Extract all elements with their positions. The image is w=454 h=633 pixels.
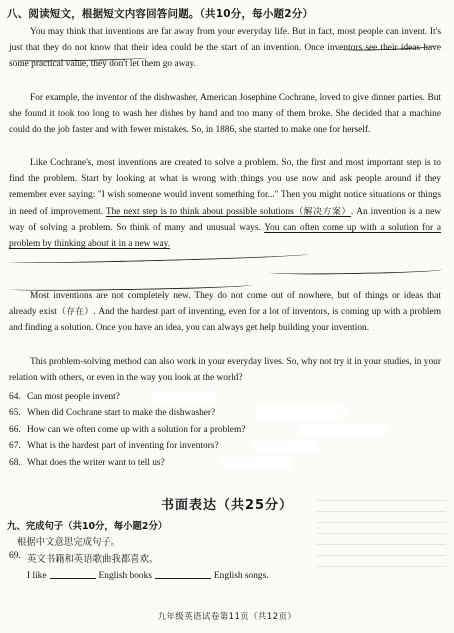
erased-area bbox=[254, 441, 318, 453]
question-69-fill-line bbox=[27, 569, 269, 581]
passage-paragraph-4 bbox=[9, 288, 441, 337]
question-number: 65. bbox=[9, 408, 21, 419]
question-number: 64. bbox=[9, 392, 21, 402]
answer-blank-2[interactable] bbox=[155, 569, 211, 579]
p1-text-b: But in fact, most people can invent. bbox=[292, 27, 428, 37]
question-text: When did Cochrane start to make the dishwasher? bbox=[27, 408, 216, 419]
page-footer: 九年级英语试卷第11页（共12页） bbox=[157, 611, 297, 621]
question-item bbox=[9, 405, 441, 421]
passage-paragraph-5: This problem-solving method can also work in your everyday lives. So, why not try it in your studies, in your relation with others, or even in the way you look at the world? bbox=[9, 357, 441, 384]
p3-text-a: Like Cochrane's, most inventions are created to solve a problem. So, the first and most important step is to find the problem. Start by looking at what is wrong with things you use now and ask people around if they remember ever saying: "I wish someone would invent something for..." Then you might notice situations or things in need of improvement. bbox=[9, 158, 441, 217]
writing-section-title: 书面表达（共25分） bbox=[160, 498, 294, 513]
fill-text-1: I like bbox=[27, 571, 47, 581]
p1-text-c: It's just that they do not know that their idea could be the start of an invention. Once inventors see their ideas have some practical value, they don't let them go away. bbox=[9, 27, 441, 70]
erased-area bbox=[152, 391, 216, 403]
question-number: 67. bbox=[9, 441, 21, 452]
question-text: What is the hardest part of inventing for inventors? bbox=[27, 441, 219, 452]
question-69-chinese: 英文书籍和英语歌曲我都喜欢。 bbox=[27, 554, 159, 565]
instruction-text: 根据中文意思完成句子。 bbox=[17, 537, 121, 548]
p4-text-b: . And the hardest part of inventing, even for a lot of inventors, is coming up with a problem and finding a solution. Once you have an idea, you can always get help building your invention. bbox=[9, 307, 441, 334]
question-text: Can most people invent? bbox=[27, 392, 120, 402]
section-title: 八、阅读短文，根据短文内容回答问题。（共10分，每小题2分） bbox=[7, 8, 314, 20]
p3-text-d: You can often come up with a solution for a problem by thinking about it in a new way. bbox=[9, 222, 441, 250]
p3-text-c: . An invention is a new way of solving a problem. So think of many and unusual ways. bbox=[9, 206, 441, 233]
erased-area bbox=[255, 405, 347, 419]
question-item bbox=[9, 438, 441, 454]
pencil-mark bbox=[9, 251, 309, 265]
passage-paragraph-2: For example, the inventor of the dishwasher, American Josephine Cochrane, loved to give dinner parties. But she found it took too long to wash her dishes by hand and too many of them broke. She decided that a machine could do the job faster and with fewer mistakes. So, in 1886, she started to make one for herself. bbox=[9, 93, 441, 136]
p1-text-a: You may think that inventions are far away from your everyday life. bbox=[30, 27, 292, 37]
erased-area bbox=[222, 457, 292, 469]
fill-text-2: English books bbox=[98, 571, 152, 581]
pencil-mark bbox=[270, 266, 442, 275]
question-text: What does the writer want to tell us? bbox=[27, 457, 165, 468]
question-text: How can we often come up with a solution for a problem? bbox=[27, 424, 246, 435]
answer-blank-1[interactable] bbox=[50, 569, 96, 579]
bleed-through bbox=[316, 500, 446, 595]
erased-area bbox=[298, 424, 386, 437]
p4-text-a: Most inventions are not completely new. They do not come out of nowhere, but of things or ideas that already exist bbox=[9, 291, 441, 318]
p3-chinese-gloss: （解决方案） bbox=[293, 206, 351, 217]
question-number: 66. bbox=[9, 424, 21, 435]
question-number: 68. bbox=[9, 457, 21, 468]
p3-text-b: The next step is to think about possible solutions bbox=[105, 206, 294, 217]
question-item bbox=[9, 389, 441, 405]
question-69 bbox=[9, 551, 158, 565]
fill-text-3: English songs. bbox=[213, 571, 269, 581]
sentence-completion-title: 九、完成句子（共10分，每小题2分） bbox=[7, 521, 168, 532]
p4-chinese-gloss: （存在） bbox=[56, 307, 94, 318]
passage-paragraph-3 bbox=[9, 155, 441, 252]
question-number: 69. bbox=[9, 551, 21, 561]
